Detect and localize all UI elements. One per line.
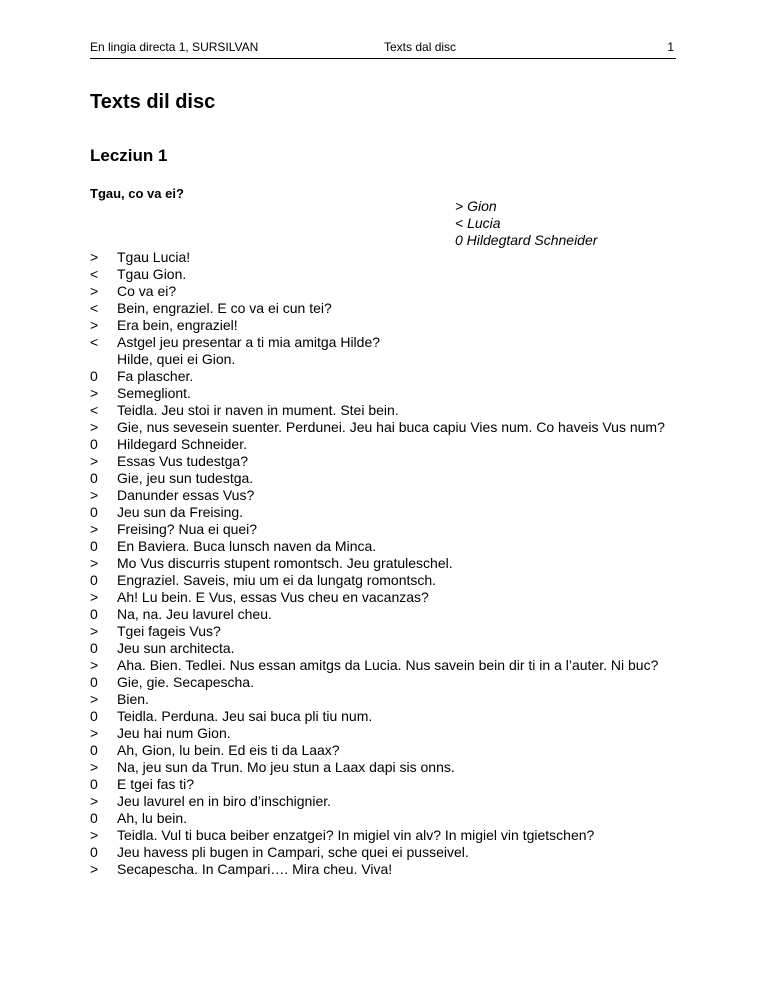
dialogue-line (90, 674, 676, 691)
dialogue-line (90, 317, 676, 334)
dialogue-text: Ah, Gion, lu bein. Ed eis ti da Laax? (117, 742, 340, 758)
dialogue-line (90, 266, 676, 283)
dialogue-text: Co va ei? (117, 283, 177, 299)
speaker-marker: 0 (90, 776, 98, 792)
page-title: Texts dil disc (90, 91, 216, 113)
dialogue-text: Ah, lu bein. (117, 810, 188, 826)
speaker-marker: 0 (90, 844, 98, 860)
dialogue-text: Freising? Nua ei quei? (117, 521, 258, 537)
dialogue-line (90, 521, 676, 538)
speaker-marker: < (90, 402, 99, 418)
dialogue-line (90, 793, 676, 810)
dialogue-line (90, 555, 676, 572)
speaker-marker: > (90, 317, 99, 333)
cast-item: < Lucia (455, 215, 501, 231)
dialogue-text: Jeu sun architecta. (117, 640, 235, 656)
dialogue-text: Teidla. Vul ti buca beiber enzatgei? In migiel vin alv? In migiel vin tgietschen? (117, 827, 595, 843)
speaker-marker: > (90, 623, 99, 639)
dialogue-line (90, 249, 676, 266)
dialogue-line (90, 776, 676, 793)
dialogue-line (90, 334, 676, 351)
dialogue-line (90, 504, 676, 521)
dialogue-line (90, 453, 676, 470)
dialogue-transcript (90, 249, 676, 878)
dialogue-line (90, 725, 676, 742)
dialogue-line (90, 385, 676, 402)
dialogue-text: Na, jeu sun da Trun. Mo jeu stun a Laax dapi sis onns. (117, 759, 455, 775)
speaker-marker: > (90, 759, 99, 775)
dialogue-text: Jeu havess pli bugen in Campari, sche quei ei pusseivel. (117, 844, 469, 860)
dialogue-text: Fa plascher. (117, 368, 194, 384)
dialogue-text: Na, na. Jeu lavurel cheu. (117, 606, 272, 622)
lesson-heading: Lecziun 1 (90, 146, 168, 165)
dialogue-line (90, 623, 676, 640)
speaker-marker: 0 (90, 810, 98, 826)
dialogue-text: Mo Vus discurris stupent romontsch. Jeu gratuleschel. (117, 555, 453, 571)
dialogue-text: Ah! Lu bein. E Vus, essas Vus cheu en vacanzas? (117, 589, 429, 605)
speaker-marker: > (90, 419, 99, 435)
dialogue-text: En Baviera. Buca lunsch naven da Minca. (117, 538, 377, 554)
dialogue-text: Tgei fageis Vus? (117, 623, 221, 639)
dialogue-text: Teidla. Perduna. Jeu sai buca pli tiu num. (117, 708, 373, 724)
dialogue-text: Jeu sun da Freising. (117, 504, 244, 520)
dialogue-line (90, 283, 676, 300)
speaker-marker: 0 (90, 572, 98, 588)
dialogue-text: Era bein, engraziel! (117, 317, 238, 333)
dialogue-line (90, 691, 676, 708)
speaker-marker: < (90, 266, 99, 282)
dialogue-line (90, 657, 676, 674)
dialogue-title: Tgau, co va ei? (90, 186, 184, 201)
speaker-marker: 0 (90, 538, 98, 554)
dialogue-line (90, 572, 676, 589)
dialogue-text: Semegliont. (117, 385, 191, 401)
speaker-marker: 0 (90, 470, 98, 486)
dialogue-line (90, 300, 676, 317)
speaker-marker: > (90, 657, 99, 673)
speaker-marker (90, 351, 117, 368)
dialogue-text: Danunder essas Vus? (117, 487, 255, 503)
dialogue-line (90, 589, 676, 606)
dialogue-line (90, 538, 676, 555)
speaker-marker: 0 (90, 674, 98, 690)
dialogue-text: Hildegard Schneider. (117, 436, 247, 452)
dialogue-text: Astgel jeu presentar a ti mia amitga Hilde? (117, 334, 381, 350)
dialogue-line (90, 470, 676, 487)
dialogue-line (90, 861, 676, 878)
dialogue-line (90, 351, 676, 368)
dialogue-text: Bien. (117, 691, 149, 707)
dialogue-text: Gie, nus sevesein suenter. Perdunei. Jeu hai buca capiu Vies num. Co haveis Vus num? (117, 419, 665, 435)
dialogue-text: Secapescha. In Campari…. Mira cheu. Viva! (117, 861, 393, 877)
speaker-marker: 0 (90, 436, 98, 452)
dialogue-line (90, 487, 676, 504)
dialogue-text: Essas Vus tudestga? (117, 453, 249, 469)
dialogue-text: Hilde, quei ei Gion. (117, 351, 236, 367)
speaker-marker: > (90, 555, 99, 571)
dialogue-line (90, 708, 676, 725)
dialogue-text: Gie, jeu sun tudestga. (117, 470, 254, 486)
speaker-marker: > (90, 589, 99, 605)
speaker-marker: > (90, 249, 99, 265)
speaker-marker: > (90, 861, 99, 877)
speaker-marker: 0 (90, 606, 98, 622)
dialogue-text: Jeu hai num Gion. (117, 725, 231, 741)
dialogue-line (90, 759, 676, 776)
speaker-marker: > (90, 827, 99, 843)
dialogue-line (90, 810, 676, 827)
speaker-marker: < (90, 334, 99, 350)
cast-item: > Gion (455, 198, 497, 214)
cast-item: 0 Hildegtard Schneider (455, 232, 598, 248)
dialogue-text: Tgau Gion. (117, 266, 187, 282)
dialogue-text: Jeu lavurel en in biro d’inschignier. (117, 793, 332, 809)
dialogue-line (90, 827, 676, 844)
speaker-marker: < (90, 300, 99, 316)
speaker-marker: > (90, 283, 99, 299)
dialogue-text: Engraziel. Saveis, miu um ei da lungatg romontsch. (117, 572, 437, 588)
dialogue-text: Gie, gie. Secapescha. (117, 674, 254, 690)
speaker-marker: 0 (90, 742, 98, 758)
dialogue-line (90, 640, 676, 657)
dialogue-text: E tgei fas ti? (117, 776, 195, 792)
speaker-marker: > (90, 793, 99, 809)
speaker-marker: 0 (90, 640, 98, 656)
dialogue-line (90, 742, 676, 759)
speaker-marker: > (90, 453, 99, 469)
header-section-title: Texts dal disc (384, 40, 457, 54)
dialogue-line (90, 368, 676, 385)
dialogue-line (90, 402, 676, 419)
speaker-marker: > (90, 691, 99, 707)
speaker-marker: > (90, 725, 99, 741)
header-book-title: En lingia directa 1, SURSILVAN (90, 40, 259, 54)
dialogue-line (90, 436, 676, 453)
speaker-marker: 0 (90, 368, 98, 384)
dialogue-text: Teidla. Jeu stoi ir naven in mument. Stei bein. (117, 402, 399, 418)
dialogue-text: Aha. Bien. Tedlei. Nus essan amitgs da Lucia. Nus savein bein dir ti in a l’auter. Ni buc? (117, 657, 659, 673)
speaker-marker: 0 (90, 504, 98, 520)
dialogue-line (90, 844, 676, 861)
speaker-marker: > (90, 487, 99, 503)
speaker-marker: 0 (90, 708, 98, 724)
dialogue-line (90, 419, 676, 436)
header-page-number: 1 (667, 40, 674, 54)
speaker-marker: > (90, 521, 99, 537)
dialogue-line (90, 606, 676, 623)
dialogue-text: Bein, engraziel. E co va ei cun tei? (117, 300, 332, 316)
speaker-marker: > (90, 385, 99, 401)
cast-list (455, 198, 597, 249)
page-header (90, 40, 676, 59)
dialogue-text: Tgau Lucia! (117, 249, 191, 265)
